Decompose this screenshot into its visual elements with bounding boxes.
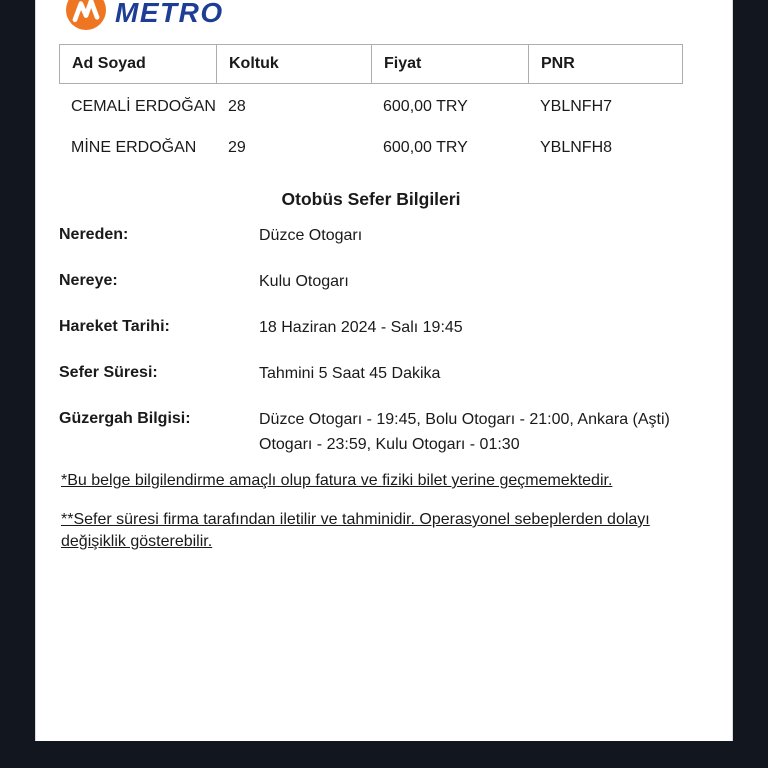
pnr-code: YBLNFH8	[540, 138, 613, 156]
info-label: Sefer Süresi:	[59, 364, 158, 381]
info-value: Kulu Otogarı	[259, 273, 349, 290]
footnote-duration-note: **Sefer süresi firma tarafından iletilir ve tahminidir. Operasyonel sebeplerden dolayı değişiklik gösterebilir.	[61, 511, 650, 550]
table-header-row	[59, 44, 683, 84]
trip-info-list	[59, 225, 709, 480]
metro-logo	[66, 0, 224, 32]
passenger-name: CEMALİ ERDOĞAN	[71, 97, 216, 115]
info-row-origin	[59, 225, 709, 248]
info-row-departure-date	[59, 317, 709, 340]
table-body	[59, 86, 683, 168]
info-row-route	[59, 409, 709, 457]
seat-number: 29	[228, 138, 246, 156]
table-header-name: Ad Soyad	[60, 45, 217, 83]
ticket-price: 600,00 TRY	[383, 138, 468, 156]
ticket-price: 600,00 TRY	[383, 97, 468, 115]
document-page	[35, 0, 733, 741]
info-label: Güzergah Bilgisi:	[59, 410, 191, 427]
pnr-code: YBLNFH7	[540, 97, 613, 115]
table-header-seat: Koltuk	[217, 45, 372, 83]
info-label: Nereden:	[59, 226, 129, 243]
table-header-price: Fiyat	[372, 45, 529, 83]
passenger-table	[59, 44, 683, 168]
info-label: Hareket Tarihi:	[59, 318, 170, 335]
table-row	[59, 127, 683, 168]
info-value: Düzce Otogarı	[259, 227, 363, 244]
info-value: 18 Haziran 2024 - Salı 19:45	[259, 319, 463, 336]
info-value: Tahmini 5 Saat 45 Dakika	[259, 365, 441, 382]
footnote-disclaimer: *Bu belge bilgilendirme amaçlı olup fatura ve fiziki bilet yerine geçmemektedir.	[61, 472, 613, 489]
info-row-duration	[59, 363, 709, 386]
info-label: Nereye:	[59, 272, 118, 289]
seat-number: 28	[228, 97, 246, 115]
table-row	[59, 86, 683, 127]
passenger-name: MİNE ERDOĞAN	[71, 138, 197, 156]
metro-m-zigzag-icon	[69, 0, 103, 30]
section-title: Otobüs Sefer Bilgileri	[281, 189, 461, 209]
table-header-pnr: PNR	[541, 55, 575, 72]
footnotes	[61, 470, 716, 570]
info-row-destination	[59, 271, 709, 294]
info-value: Düzce Otogarı - 19:45, Bolu Otogarı - 21:00, Ankara (Aşti) Otogarı - 23:59, Kulu Otogarı - 01:30	[259, 411, 670, 453]
metro-logo-icon	[66, 0, 106, 30]
brand-name: METRO	[115, 0, 224, 28]
